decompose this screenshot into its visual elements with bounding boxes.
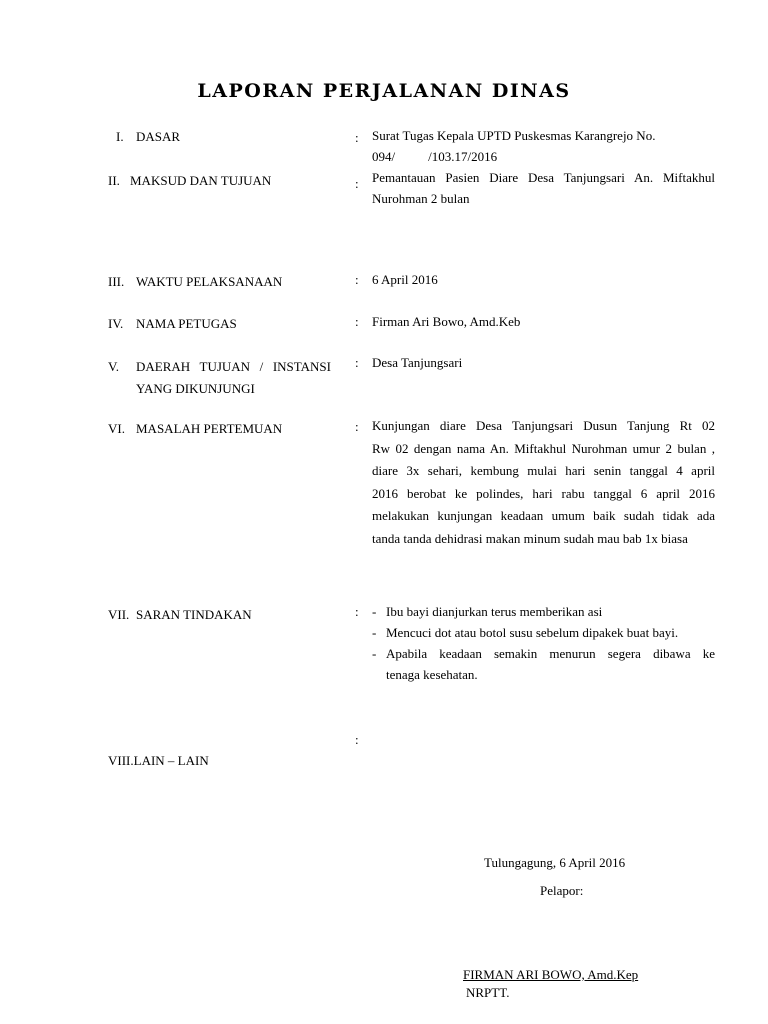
section-masalah-value	[372, 415, 715, 550]
dasar-number-line	[372, 146, 715, 167]
signature-place-date: Tulungagung, 6 April 2016	[484, 855, 626, 870]
signature-name: FIRMAN ARI BOWO, Amd.Kep	[463, 967, 639, 982]
section-title: MASALAH PERTEMUAN	[136, 421, 283, 436]
section-title: NAMA PETUGAS	[136, 316, 237, 331]
saran-list	[372, 601, 715, 685]
maksud-line: Pemantauan Pasien Diare Desa Tanjungsari An. Miftakhul	[372, 170, 715, 185]
section-title: DASAR	[136, 129, 181, 144]
signature-id-label: NRPTT.	[466, 985, 510, 1000]
section-number: I.	[116, 129, 124, 144]
saran-line: tenaga kesehatan.	[386, 667, 478, 682]
masalah-line: melakukan kunjungan keadaan umum baik sudah tidak ada	[372, 508, 715, 523]
section-number: IV.	[108, 316, 124, 331]
bullet-dash: -	[372, 646, 377, 661]
section-waktu-label	[108, 271, 282, 293]
section-lain-label: VIII.LAIN – LAIN	[108, 753, 209, 768]
section-number: II.	[108, 173, 120, 188]
section-title: MAKSUD DAN TUJUAN	[130, 173, 272, 188]
section-petugas-colon: :	[355, 314, 359, 329]
masalah-line: tanda tanda dehidrasi makan minum sudah mau bab 1x biasa	[372, 530, 688, 546]
masalah-line: diare 3x sehari, kembung mulai hari senin tanggal 4 april	[372, 463, 715, 478]
section-daerah-colon: :	[355, 355, 359, 370]
list-item	[372, 643, 715, 685]
section-waktu-value: 6 April 2016	[372, 272, 438, 287]
dasar-number-suffix: /103.17/2016	[428, 149, 498, 164]
maksud-line: Nurohman 2 bulan	[372, 191, 470, 206]
bullet-dash: -	[372, 604, 377, 619]
section-maksud-label	[108, 170, 271, 192]
section-number: VI.	[108, 421, 125, 436]
dasar-line: Surat Tugas Kepala UPTD Puskesmas Karangrejo No.	[372, 128, 656, 143]
section-title: DAERAH TUJUAN / INSTANSI YANG DIKUNJUNGI	[136, 359, 331, 396]
section-masalah-colon: :	[355, 419, 359, 434]
section-daerah-label	[108, 356, 333, 400]
masalah-line: Kunjungan diare Desa Tanjungsari Dusun Tanjung Rt 02	[372, 418, 715, 433]
section-waktu-colon: :	[355, 272, 359, 287]
section-masalah-label	[108, 418, 282, 440]
section-number: VII.	[108, 607, 130, 622]
masalah-line: Rw 02 dengan nama An. Miftakhul Nurohman umur 2 bulan ,	[372, 440, 715, 456]
section-petugas-label	[108, 313, 237, 335]
section-maksud-value	[372, 167, 715, 209]
dasar-number-prefix: 094/	[372, 149, 396, 164]
section-number: III.	[108, 274, 125, 289]
section-number: V.	[108, 359, 119, 374]
section-dasar-label	[116, 126, 180, 148]
section-saran-label	[108, 604, 252, 626]
bullet-dash: -	[372, 625, 377, 640]
saran-line: Apabila keadaan semakin menurun segera dibawa ke	[386, 646, 715, 661]
masalah-line: 2016 berobat ke polindes, hari rabu tanggal 6 april 2016	[372, 485, 715, 501]
section-lain-colon: :	[355, 732, 359, 747]
saran-line: Ibu bayi dianjurkan terus memberikan asi	[386, 604, 603, 619]
section-maksud-colon: :	[355, 176, 359, 191]
signature-reporter-label: Pelapor:	[540, 883, 584, 898]
saran-line: Mencuci dot atau botol susu sebelum dipakek buat bayi.	[386, 625, 679, 640]
section-daerah-value: Desa Tanjungsari	[372, 355, 463, 370]
section-saran-colon: :	[355, 604, 359, 619]
section-dasar-colon: :	[355, 130, 359, 145]
document-title: LAPORAN PERJALANAN DINAS	[197, 80, 571, 102]
section-title: SARAN TINDAKAN	[136, 607, 252, 622]
list-item	[372, 622, 715, 643]
list-item	[372, 601, 715, 622]
section-petugas-value: Firman Ari Bowo, Amd.Keb	[372, 314, 521, 329]
section-title: WAKTU PELAKSANAAN	[136, 274, 283, 289]
section-dasar-value	[372, 125, 715, 167]
